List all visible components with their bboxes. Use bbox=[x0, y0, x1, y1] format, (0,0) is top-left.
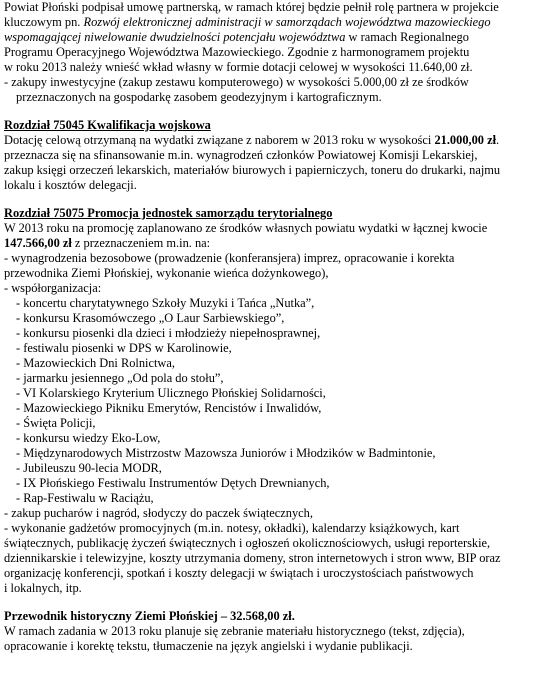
text-line bbox=[4, 133, 534, 148]
project-title-cont: wspomagającej niwelowanie dwudzielności potencjału województwa bbox=[4, 30, 346, 44]
list-item: - Rap-Festiwalu w Raciążu, bbox=[16, 491, 154, 505]
list-item: - Międzynarodowych Mistrzostw Mazowsza Juniorów i Młodzików w Badmintonie, bbox=[16, 446, 436, 460]
text-line: - współorganizacja: bbox=[4, 281, 102, 295]
text-line: zakup księgi orzeczeń lekarskich, materiałów biurowych i papierniczych, toneru do drukarki, najmu bbox=[4, 163, 501, 177]
intro-paragraph bbox=[4, 0, 534, 105]
section-75045 bbox=[4, 118, 534, 193]
text-line bbox=[4, 30, 534, 45]
text-line bbox=[4, 15, 534, 30]
project-title: Rozwój elektronicznej administracji w samorządach województwa mazowieckiego bbox=[83, 15, 491, 29]
list-item: - konkursu piosenki dla dzieci i młodzieży niepełnosprawnej, bbox=[16, 326, 321, 340]
text-line: W 2013 roku na promocję zaplanowano ze środków własnych powiatu wydatki w łącznej kwocie bbox=[4, 221, 488, 235]
text-span: kluczowym pn. bbox=[4, 15, 84, 29]
list-item: - festiwalu piosenki w DPS w Karolinowie, bbox=[16, 341, 232, 355]
list-item: - Mazowieckiego Pikniku Emerytów, Rencistów i Inwalidów, bbox=[16, 401, 322, 415]
text-line: i lokalnych, itp. bbox=[4, 581, 82, 595]
text-line: lokalu i kosztów delegacji. bbox=[4, 178, 137, 192]
section-przewodnik bbox=[4, 609, 534, 654]
section-75075 bbox=[4, 206, 534, 596]
text-line: Powiat Płoński podpisał umowę partnerską, w ramach której będzie pełnił rolę partnera w projekcie bbox=[4, 0, 499, 14]
text-line: w roku 2013 należy wnieść wkład własny w formie dotacji celowej w wysokości 11.640,00 zł. bbox=[4, 60, 473, 74]
text-span: . bbox=[496, 133, 500, 147]
text-line: opracowanie i korektę tekstu, tłumaczenie na język angielski i wydanie publikacji. bbox=[4, 639, 413, 653]
list-item: - konkursu wiedzy Eko-Low, bbox=[16, 431, 161, 445]
text-line: przewodnika Ziemi Płońskiej, wykonanie wieńca dożynkowego), bbox=[4, 266, 329, 280]
list-item: - koncertu charytatywnego Szkoły Muzyki i Tańca „Nutka”, bbox=[16, 296, 315, 310]
list-item: - jarmarku jesiennego „Od pola do stołu”, bbox=[16, 371, 224, 385]
section-heading: Rozdział 75045 Kwalifikacja wojskowa bbox=[4, 118, 211, 132]
text-line: - wykonanie gadżetów promocyjnych (m.in. notesy, okładki), kalendarzy książkowych, kart bbox=[4, 521, 460, 535]
text-span: Dotację celową otrzymaną na wydatki związane z naborem w 2013 roku w wysokości bbox=[4, 133, 435, 147]
text-span: w ramach Regionalnego bbox=[345, 30, 469, 44]
list-item: - IX Płońskiego Festiwalu Instrumentów Dętych Drewnianych, bbox=[16, 476, 330, 490]
text-line: - wynagrodzenia bezosobowe (prowadzenie (konferansjera) imprez, opracowanie i korekta bbox=[4, 251, 455, 265]
section-heading: Rozdział 75075 Promocja jednostek samorządu terytorialnego bbox=[4, 206, 333, 220]
text-line: - zakup pucharów i nagród, słodyczy do paczek świątecznych, bbox=[4, 506, 313, 520]
amount: 147.566,00 zł bbox=[4, 236, 72, 250]
list-item: - Święta Policji, bbox=[16, 416, 96, 430]
list-item: - VI Kolarskiego Kryterium Ulicznego Płońskiej Solidarności, bbox=[16, 386, 326, 400]
text-line: W ramach zadania w 2013 roku planuje się zebranie materiału historycznego (tekst, zdjęcia), bbox=[4, 624, 465, 638]
text-line: - zakupy inwestycyjne (zakup zestawu komputerowego) w wysokości 5.000,00 zł ze środków bbox=[4, 75, 469, 89]
text-line: przeznacza się na sfinansowanie m.in. wynagrodzeń członków Powiatowej Komisji Lekarskiej, bbox=[4, 148, 478, 162]
amount: 21.000,00 zł bbox=[434, 133, 497, 147]
list-item: - konkursu Krasomówczego „O Laur Sarbiewskiego”, bbox=[16, 311, 285, 325]
text-line: przeznaczonych na gospodarkę zasobem geodezyjnym i kartograficznym. bbox=[16, 90, 382, 104]
list-item: - Mazowieckich Dni Rolnictwa, bbox=[16, 356, 175, 370]
text-line: Programu Operacyjnego Województwa Mazowieckiego. Zgodnie z harmonogramem projektu bbox=[4, 45, 470, 59]
section-heading: Przewodnik historyczny Ziemi Płońskiej – 32.568,00 zł. bbox=[4, 609, 295, 623]
text-line bbox=[4, 236, 534, 251]
text-line: świątecznych, publikację życzeń świątecznych i ogłoszeń okolicznościowych, usługi reporterskie, bbox=[4, 536, 491, 550]
text-line: dziennikarskie i telewizyjne, koszty utrzymania domeny, stron internetowych i stron www, BIP oraz bbox=[4, 551, 501, 565]
text-line: organizację konferencji, spotkań i koszty delegacji w świątach i uroczystościach państwowych bbox=[4, 566, 474, 580]
text-span: z przeznaczeniem m.in. na: bbox=[71, 236, 211, 250]
list-item: - Jubileuszu 90-lecia MODR, bbox=[16, 461, 162, 475]
